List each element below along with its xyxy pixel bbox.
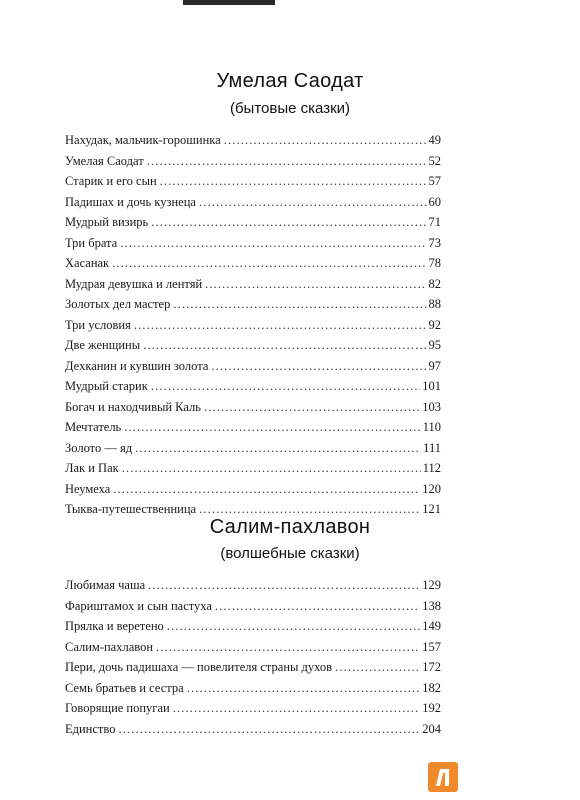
toc-leader-dots [199,192,427,213]
toc-entry [65,192,441,213]
toc-entry-page: 120 [422,481,441,496]
top-edge-mark [183,0,275,5]
toc-entry [65,616,441,637]
toc-leader-dots [120,233,426,254]
toc-leader-dots [148,575,420,596]
toc-entry [65,458,441,479]
toc-entry-page: 192 [422,701,441,715]
toc-leader-dots [215,596,420,617]
toc-entry [65,575,441,596]
toc-leader-dots [224,130,427,151]
toc-leader-dots [167,616,420,637]
toc-entry-page: 129 [422,578,441,592]
toc-leader-dots [122,458,421,479]
toc-entry-title: Две женщины [65,338,141,352]
toc-entry [65,233,441,254]
toc-entry-title: Салим-пахлавон [65,639,154,654]
toc-entry-page: 71 [428,215,441,229]
toc-leader-dots [160,171,427,192]
toc-entry-title: Единство [65,721,116,736]
toc-entry-page: 73 [428,235,441,250]
toc-entry-title: Мечтатель [65,420,122,434]
toc-entry-title: Хасанак [65,256,110,270]
toc-entry-page: 82 [428,276,441,291]
toc-entry [65,151,441,172]
toc-entry-page: 95 [428,338,441,352]
toc-leader-dots [143,335,426,356]
toc-entry-title: Мудрый старик [65,379,148,393]
toc-leader-dots [147,151,427,172]
toc-leader-dots [211,356,426,377]
toc-entry [65,657,441,678]
toc-entry-title: Говорящие попугаи [65,701,170,715]
toc-entry [65,698,441,719]
toc-list-1 [65,130,441,520]
toc-entry-title: Лак и Пак [65,461,119,475]
toc-entry [65,171,441,192]
toc-entry [65,335,441,356]
toc-entry-title: Умелая Саодат [65,153,144,168]
toc-entry-title: Старик и его сын [65,174,157,188]
toc-entry [65,397,441,418]
toc-leader-dots [135,438,421,459]
toc-entry-page: 103 [422,399,441,414]
toc-entry-page: 92 [428,317,441,332]
toc-entry-page: 78 [428,256,441,270]
toc-entry-title: Мудрая девушка и лентяй [65,276,203,291]
toc-entry-title: Любимая чаша [65,578,146,592]
toc-entry-page: 111 [423,440,441,455]
toc-entry-page: 110 [422,420,441,434]
toc-entry [65,376,441,397]
section-subtitle-1: (бытовые сказки) [229,100,351,117]
toc-entry-title: Фариштамох и сын пастуха [65,598,212,613]
toc-entry [65,294,441,315]
toc-leader-dots [118,719,420,740]
toc-entry-page: 52 [428,153,441,168]
section-subtitle-2: (волшебные сказки) [220,545,360,562]
toc-entry-page: 88 [428,297,441,311]
toc-entry-page: 101 [422,379,441,393]
toc-entry [65,596,441,617]
toc-entry [65,479,441,500]
toc-entry [65,417,441,438]
toc-entry-title: Мудрый визирь [65,215,149,229]
toc-entry-page: 157 [422,639,441,654]
toc-leader-dots [124,417,420,438]
toc-entry [65,130,441,151]
toc-entry [65,356,441,377]
toc-entry [65,315,441,336]
toc-entry-page: 49 [428,133,441,147]
publisher-logo-icon [428,762,458,792]
toc-leader-dots [156,637,420,658]
toc-entry-page: 97 [428,358,441,373]
toc-entry-page: 204 [422,721,441,736]
toc-entry-page: 149 [422,619,441,633]
toc-entry-title: Золотых дел мастер [65,297,171,311]
section-title-2: Салим-пахлавон [209,516,371,538]
toc-entry-title: Три условия [65,317,131,332]
section-title-1: Умелая Саодат [216,70,364,92]
toc-entry-title: Пери, дочь падишаха — повелителя страны духов [65,660,333,674]
toc-entry [65,678,441,699]
toc-entry-title: Прялка и веретено [65,619,164,633]
toc-leader-dots [173,698,421,719]
toc-entry-page: 172 [422,660,441,674]
toc-entry [65,212,441,233]
toc-entry [65,438,441,459]
toc-entry-page: 121 [422,502,441,516]
toc-entry-title: Три брата [65,235,118,250]
toc-leader-dots [113,479,420,500]
toc-list-2 [65,575,441,739]
toc-entry-title: Падишах и дочь кузнеца [65,194,196,209]
toc-leader-dots [204,397,420,418]
toc-leader-dots [205,274,426,295]
toc-leader-dots [112,253,426,274]
toc-leader-dots [335,657,420,678]
toc-entry-page: 60 [428,194,441,209]
toc-entry [65,253,441,274]
toc-leader-dots [173,294,426,315]
toc-entry-page: 57 [428,174,441,188]
toc-entry-title: Богач и находчивый Каль [65,399,201,414]
toc-leader-dots [134,315,427,336]
toc-entry-title: Неумеха [65,481,111,496]
toc-leader-dots [187,678,421,699]
toc-entry [65,274,441,295]
toc-entry [65,637,441,658]
toc-leader-dots [151,212,426,233]
toc-entry-page: 112 [422,461,441,475]
toc-leader-dots [151,376,420,397]
toc-entry-title: Нахудак, мальчик-горошинка [65,133,221,147]
toc-entry-title: Дехканин и кувшин золота [65,358,209,373]
toc-entry-page: 182 [422,680,441,695]
toc-entry-title: Золото — яд [65,440,133,455]
toc-entry-page: 138 [422,598,441,613]
toc-entry-title: Семь братьев и сестра [65,680,184,695]
toc-entry [65,719,441,740]
toc-entry-title: Тыква-путешественница [65,502,197,516]
